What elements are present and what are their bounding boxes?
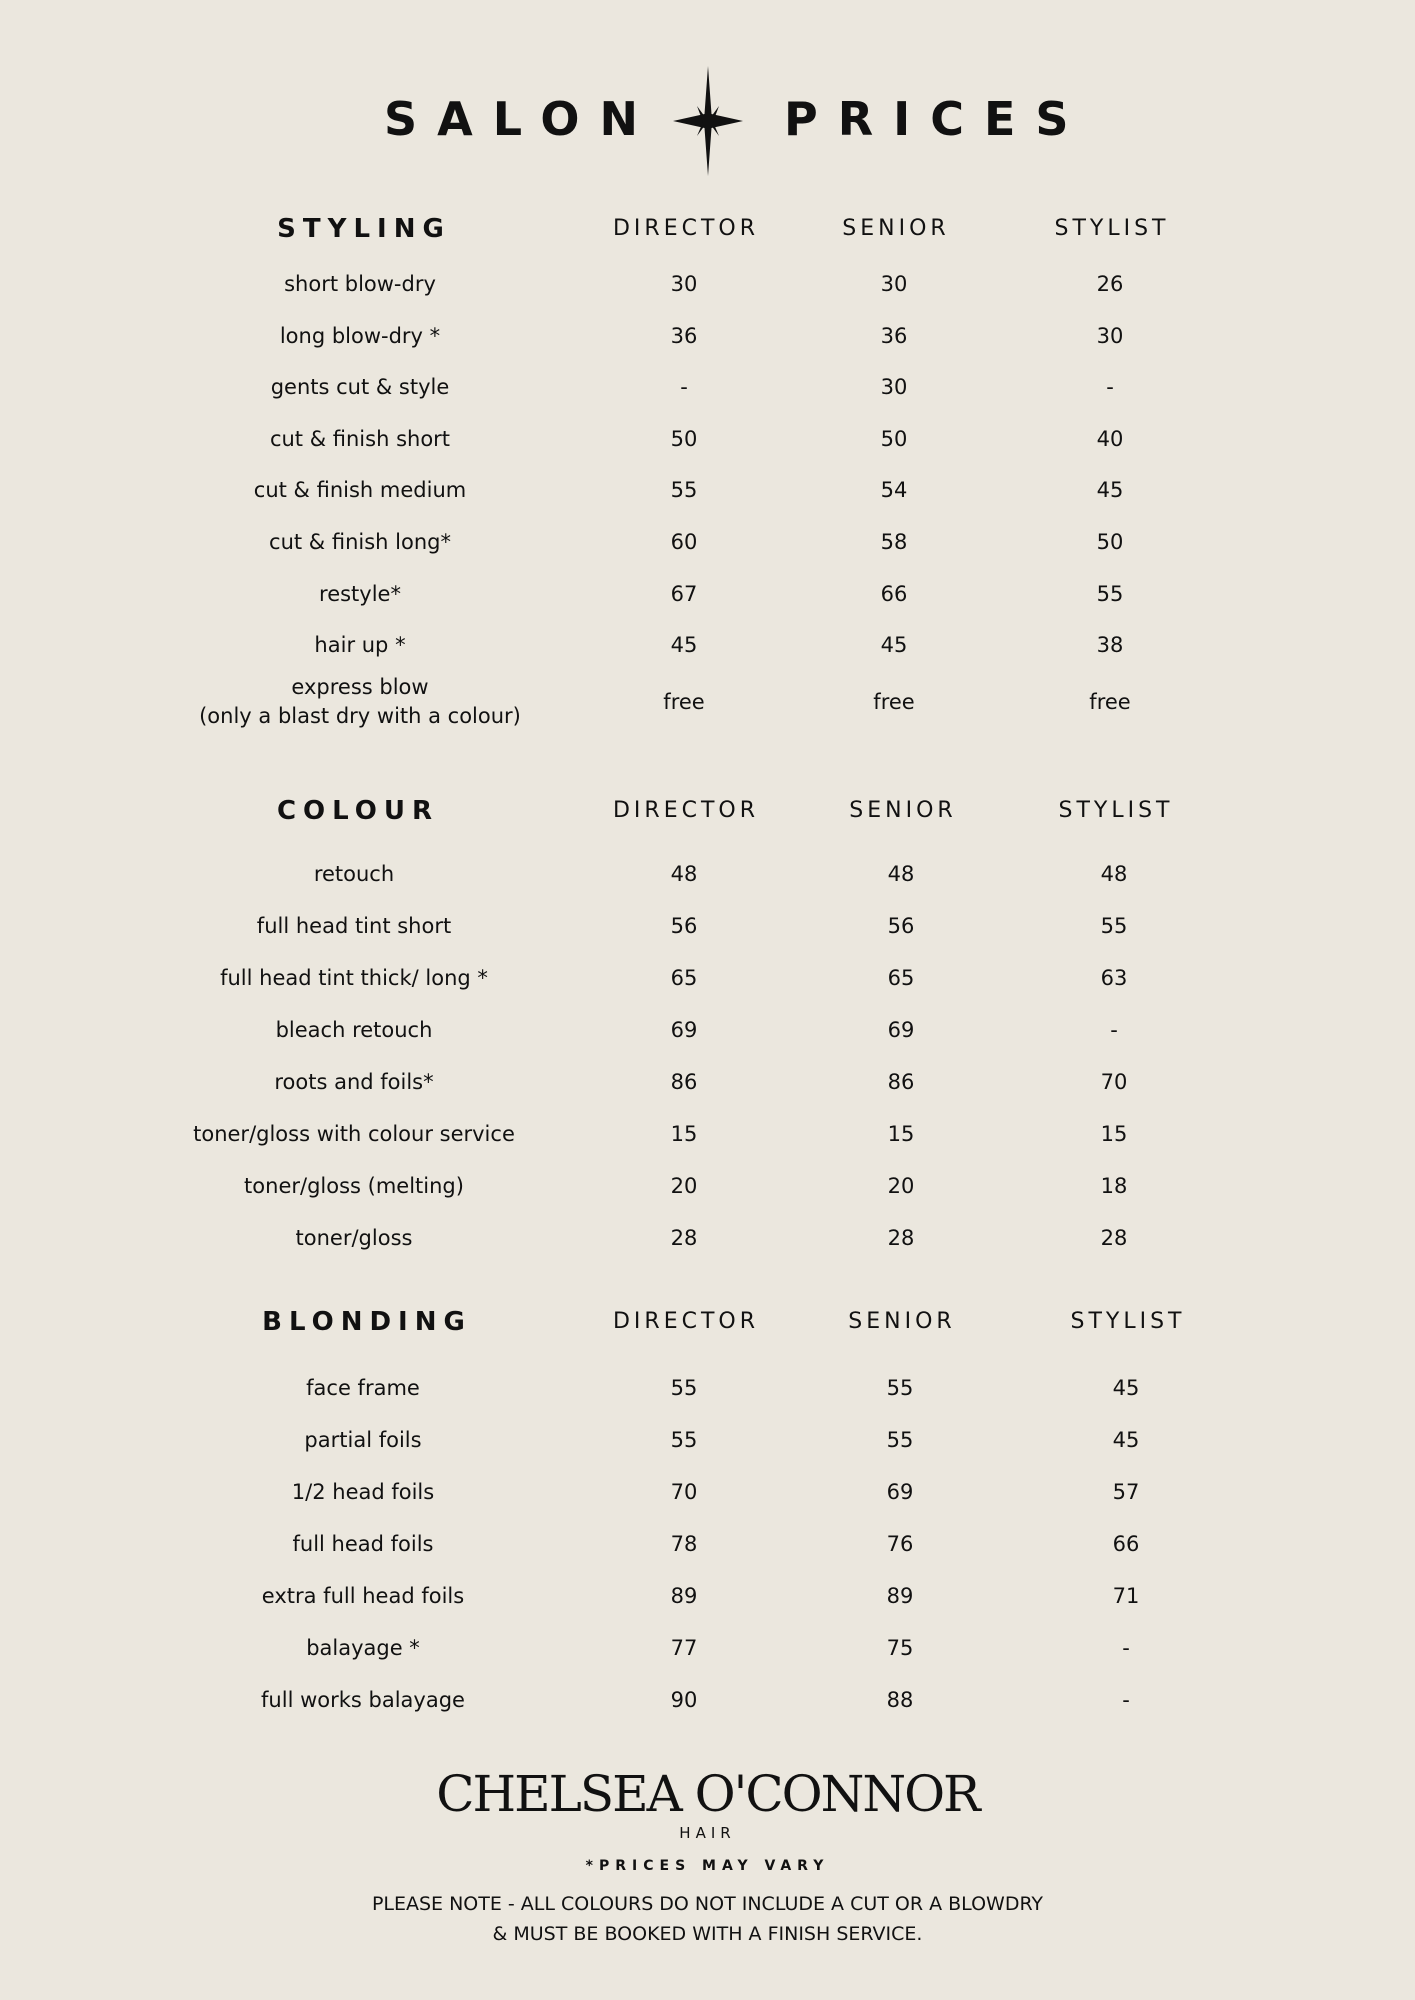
four-point-star-icon: [673, 66, 743, 176]
service-name: [280, 322, 440, 351]
logo-sub: HAIR: [679, 1824, 736, 1842]
price-director: 45: [670, 633, 698, 658]
price-director: 89: [670, 1584, 698, 1608]
price-director: 77: [670, 1636, 698, 1660]
footer-note-line-1: PLEASE NOTE - ALL COLOURS DO NOT INCLUDE A CUT OR A BLOWDRY: [371, 1893, 1044, 1915]
price-senior: 54: [880, 478, 908, 503]
price-stylist: 30: [1096, 323, 1124, 348]
service-name: [314, 860, 394, 889]
column-header-senior: SENIOR: [849, 798, 957, 823]
section-title: STYLING: [277, 214, 451, 244]
service-name: [270, 425, 450, 454]
service-label: restyle*: [319, 581, 401, 606]
price-stylist: 40: [1096, 426, 1124, 451]
price-director: 69: [670, 1018, 698, 1042]
service-label: cut & finish medium: [253, 478, 467, 503]
price-stylist: 45: [1112, 1428, 1140, 1452]
service-label: cut & finish long*: [269, 530, 451, 554]
service-name: [274, 1068, 433, 1097]
column-header-senior: SENIOR: [848, 1309, 956, 1334]
price-stylist: -: [1122, 1688, 1130, 1712]
logo-name: CHELSEA O'CONNOR: [436, 1765, 979, 1823]
section-title: BLONDING: [262, 1307, 472, 1337]
service-label: gents cut & style: [270, 375, 450, 400]
price-director: 50: [670, 426, 698, 451]
price-director: 86: [670, 1070, 698, 1094]
service-label: 1/2 head foils: [291, 1480, 435, 1504]
price-stylist: 48: [1100, 862, 1128, 886]
price-director: -: [680, 375, 688, 400]
price-director: 36: [670, 323, 698, 348]
service-name: [199, 673, 521, 731]
column-header-director: DIRECTOR: [612, 798, 760, 823]
service-name: [292, 1530, 433, 1559]
price-stylist: 55: [1100, 914, 1128, 938]
price-senior: 75: [886, 1636, 914, 1660]
price-stylist: 70: [1100, 1070, 1128, 1094]
service-label: roots and foils*: [274, 1070, 434, 1094]
price-senior: 20: [887, 1174, 915, 1198]
price-senior: 69: [886, 1480, 914, 1504]
price-senior: 76: [886, 1532, 914, 1556]
service-note: (only a blast dry with a colour): [199, 704, 521, 728]
service-name: [306, 1374, 420, 1403]
price-director: 55: [670, 1428, 698, 1452]
price-director: 55: [670, 478, 698, 503]
footer-note-line-2: & MUST BE BOOKED WITH A FINISH SERVICE.: [492, 1923, 923, 1945]
service-name: [262, 1582, 464, 1611]
brand-logo: [0, 1764, 1415, 1842]
price-director: 67: [670, 581, 698, 606]
price-stylist: 45: [1096, 478, 1124, 503]
service-label: balayage *: [306, 1636, 420, 1660]
price-director: 15: [670, 1122, 698, 1146]
price-stylist: 63: [1100, 966, 1128, 990]
price-senior: 69: [887, 1018, 915, 1042]
service-name: [254, 476, 466, 505]
price-senior: 88: [886, 1688, 914, 1712]
service-label: full head tint thick/ long *: [220, 966, 488, 990]
service-name: [314, 631, 405, 660]
title-prices: PRICES: [784, 92, 1089, 146]
price-director: free: [663, 690, 705, 714]
price-stylist: 15: [1100, 1122, 1128, 1146]
service-label: full works balayage: [261, 1688, 465, 1712]
price-stylist: 18: [1100, 1174, 1128, 1198]
service-label: toner/gloss (melting): [244, 1174, 464, 1198]
service-label: face frame: [306, 1376, 420, 1400]
service-label: retouch: [313, 862, 395, 886]
price-senior: 55: [886, 1428, 914, 1452]
price-senior: 36: [880, 323, 908, 348]
service-label: bleach retouch: [275, 1018, 433, 1042]
price-stylist: 38: [1096, 633, 1124, 658]
column-header-director: DIRECTOR: [612, 216, 760, 241]
price-senior: 45: [880, 633, 908, 658]
price-senior: 30: [880, 375, 908, 400]
price-director: 56: [670, 914, 698, 938]
service-label: long blow-dry *: [279, 323, 441, 348]
service-name: [284, 270, 436, 299]
price-stylist: 71: [1112, 1584, 1140, 1608]
title-salon: SALON: [384, 92, 659, 146]
column-header-senior: SENIOR: [842, 216, 950, 241]
price-stylist: 66: [1112, 1532, 1140, 1556]
price-senior: 15: [887, 1122, 915, 1146]
service-name: [220, 964, 488, 993]
price-senior: 66: [880, 581, 908, 606]
prices-may-vary-note: *PRICES MAY VARY: [585, 1858, 830, 1874]
price-director: 30: [670, 272, 698, 296]
price-senior: 30: [880, 272, 908, 296]
price-senior: 48: [887, 862, 915, 886]
price-director: 90: [670, 1688, 698, 1712]
price-stylist: free: [1089, 690, 1131, 714]
service-name: [193, 1120, 515, 1149]
price-director: 78: [670, 1532, 698, 1556]
price-senior: 65: [887, 966, 915, 990]
service-name: [271, 373, 450, 402]
price-stylist: 57: [1112, 1480, 1140, 1504]
price-senior: 86: [887, 1070, 915, 1094]
page-title: [0, 78, 1415, 198]
price-director: 28: [670, 1226, 698, 1250]
column-header-stylist: STYLIST: [1070, 1309, 1186, 1334]
service-label: full head foils: [292, 1532, 434, 1556]
price-director: 20: [670, 1174, 698, 1198]
service-label: cut & finish short: [269, 426, 451, 451]
price-stylist: 28: [1100, 1226, 1128, 1250]
price-director: 48: [670, 862, 698, 886]
price-stylist: -: [1110, 1018, 1118, 1042]
price-stylist: -: [1106, 375, 1114, 400]
service-label: hair up *: [314, 633, 406, 658]
service-name: [244, 1172, 464, 1201]
column-header-stylist: STYLIST: [1054, 216, 1170, 241]
price-senior: 50: [880, 426, 908, 451]
service-label: extra full head foils: [261, 1584, 465, 1608]
service-name: [261, 1686, 465, 1715]
price-senior: free: [873, 690, 915, 714]
price-senior: 58: [880, 530, 908, 554]
service-name: [296, 1224, 413, 1253]
service-label: toner/gloss with colour service: [193, 1122, 515, 1146]
service-name: [276, 1016, 433, 1045]
price-stylist: 55: [1096, 581, 1124, 606]
price-director: 65: [670, 966, 698, 990]
price-director: 60: [670, 530, 698, 554]
price-stylist: -: [1122, 1636, 1130, 1660]
service-name: [292, 1478, 434, 1507]
price-senior: 89: [886, 1584, 914, 1608]
price-stylist: 50: [1096, 530, 1124, 554]
service-name: [319, 580, 401, 609]
service-label: full head tint short: [256, 914, 452, 938]
section-title: COLOUR: [276, 796, 440, 826]
price-stylist: 45: [1112, 1376, 1140, 1400]
price-director: 70: [670, 1480, 698, 1504]
service-name: [304, 1426, 421, 1455]
service-label: express blow: [291, 675, 429, 699]
price-senior: 28: [887, 1226, 915, 1250]
column-header-director: DIRECTOR: [612, 1309, 760, 1334]
service-label: short blow-dry: [284, 272, 436, 296]
price-director: 55: [670, 1376, 698, 1400]
service-name: [306, 1634, 420, 1663]
service-name: [257, 912, 451, 941]
price-senior: 55: [886, 1376, 914, 1400]
column-header-stylist: STYLIST: [1058, 798, 1174, 823]
service-label: toner/gloss: [295, 1226, 413, 1250]
price-stylist: 26: [1096, 272, 1124, 296]
price-senior: 56: [887, 914, 915, 938]
service-name: [269, 528, 451, 557]
service-label: partial foils: [304, 1428, 422, 1452]
